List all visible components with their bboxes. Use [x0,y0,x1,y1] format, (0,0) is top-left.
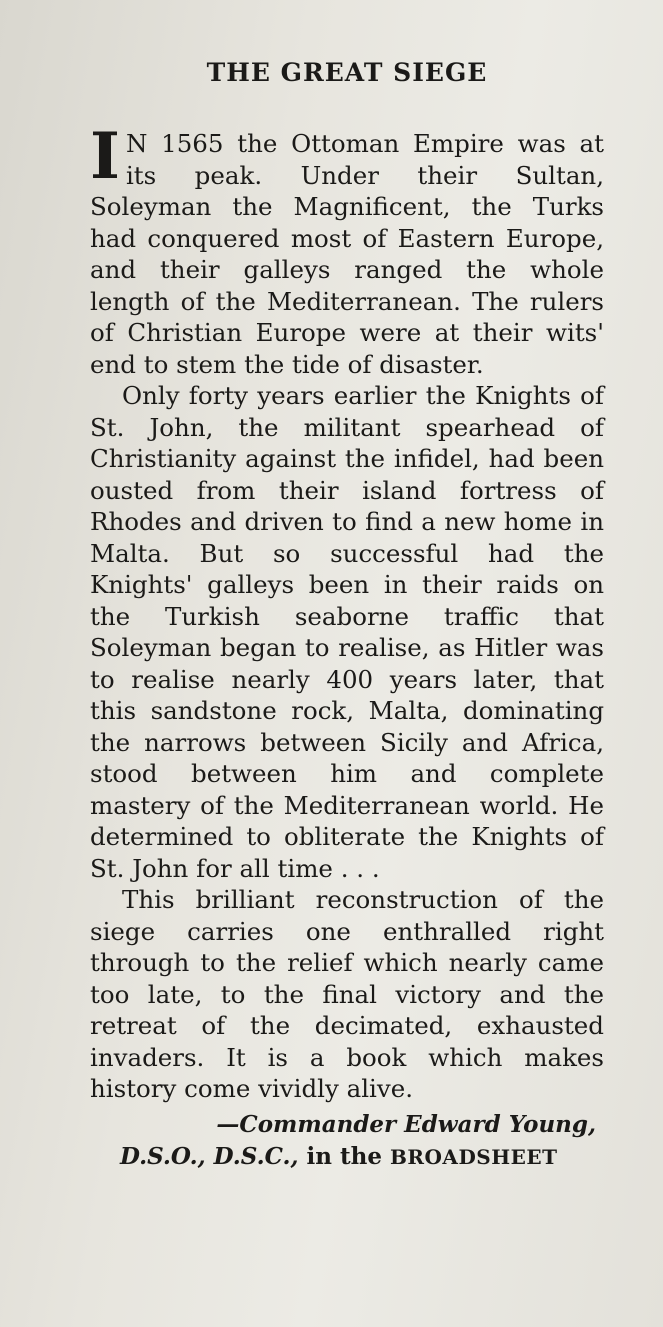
book-blurb [90,48,604,1173]
attribution [90,1109,604,1173]
page-title: THE GREAT SIEGE [206,58,488,87]
attribution-honours: D.S.O., D.S.C., [120,1142,299,1170]
attribution-connector: in the [306,1142,382,1170]
drop-cap: I [90,119,120,194]
paragraph-intro-text: N 1565 the Ottoman Empire was at its peak. Under their Sultan, Soleyman the Magnificent, the Turks had conquered most of Eastern Europe, and their galleys ranged the whole length of the Mediterranean. The rulers of Christian Europe were at their wits' end to stem the tide of disaster. [90,129,604,379]
paragraph-review: This brilliant reconstruction of the siege carries one enthralled right through to the relief which nearly came too late, to the final victory and the retreat of the decimated, exhausted invaders. It is a book which makes history come vividly alive. [90,885,604,1103]
attribution-publication: BROADSHEET [389,1144,558,1169]
attribution-author: —Commander Edward Young, [216,1110,596,1138]
paragraph-knights: Only forty years earlier the Knights of St. John, the militant spearhead of Christianity against the infidel, had been ousted from their island fortress of Rhodes and driven to find a new home in Malta. But so successful had the Knights' galleys been in their raids on the Turkish seaborne traffic that Soleyman began to realise, as Hitler was to realise nearly 400 years later, that this sandstone rock, Malta, dominating the narrows between Sicily and Africa, stood between him and complete mastery of the Mediterranean world. He determined to obliterate the Knights of St. John for all time . . . [90,381,604,883]
paragraph-intro [90,119,604,380]
attribution-source-line [90,1141,604,1173]
